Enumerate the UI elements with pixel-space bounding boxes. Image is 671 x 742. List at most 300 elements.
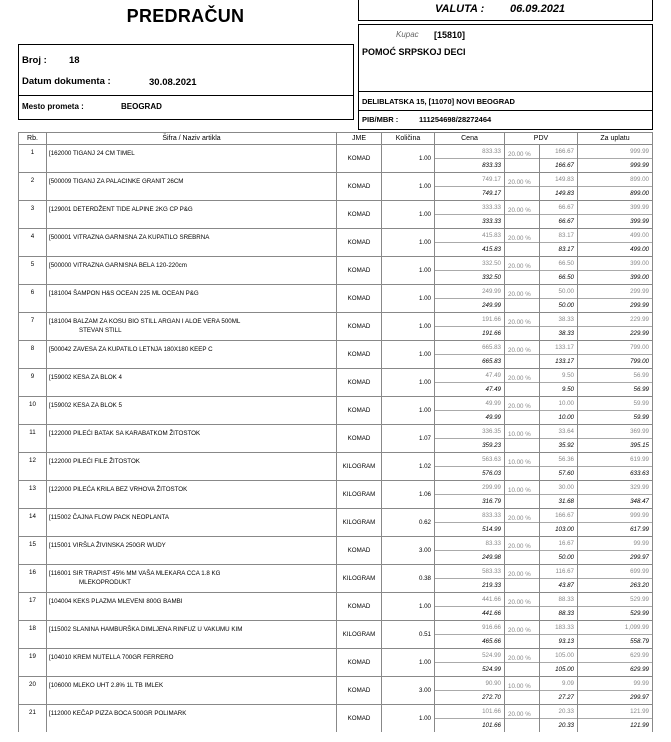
- unit-vat: 83.17: [540, 229, 578, 243]
- item-name-line: [116001 SIR TRAPIST 45% MM VAŠA MLEKARA CCA 1.8 KG: [49, 570, 221, 577]
- item-name: [47, 705, 337, 733]
- broj-label: Broj :: [22, 55, 47, 66]
- item-name: [47, 397, 337, 425]
- line-price: 524.99: [435, 663, 505, 677]
- item-name-line: [106000 MLEKO UHT 2.8% 1L TB IMLEK: [49, 682, 164, 689]
- item-name-line: [115001 VIRŠLA ŽIVINSKA 250GR WUDY: [49, 542, 166, 549]
- vat-rate-spacer: [505, 299, 540, 313]
- table-row: [19, 341, 653, 355]
- vat-rate-spacer: [505, 635, 540, 649]
- row-number: 21: [19, 705, 47, 733]
- line-total: 299.97: [578, 551, 653, 565]
- vat-rate: 20.00 %: [505, 537, 540, 551]
- item-name: [47, 341, 337, 369]
- item-name: [47, 173, 337, 201]
- unit-price: 83.33: [435, 537, 505, 551]
- item-quantity: 3.00: [382, 537, 435, 565]
- item-unit: KOMAD: [337, 593, 382, 621]
- unit-total: 999.99: [578, 145, 653, 159]
- item-name: [47, 229, 337, 257]
- vat-rate-spacer: [505, 691, 540, 705]
- vat-rate-spacer: [505, 187, 540, 201]
- unit-vat: 166.67: [540, 509, 578, 523]
- unit-price: 749.17: [435, 173, 505, 187]
- vat-rate: 10.00 %: [505, 425, 540, 439]
- item-name: [47, 369, 337, 397]
- item-name-sub: STEVAN STILL: [79, 327, 122, 334]
- vat-rate-spacer: [505, 719, 540, 733]
- unit-price: 49.99: [435, 397, 505, 411]
- unit-total: 799.00: [578, 341, 653, 355]
- line-vat: 105.00: [540, 663, 578, 677]
- row-number: 14: [19, 509, 47, 537]
- pib-value: 111254698/28272464: [419, 115, 492, 124]
- row-number: 15: [19, 537, 47, 565]
- item-quantity: 1.00: [382, 397, 435, 425]
- divider: [359, 91, 652, 92]
- item-name: [47, 565, 337, 593]
- item-unit: KILOGRAM: [337, 565, 382, 593]
- row-number: 3: [19, 201, 47, 229]
- vat-rate-spacer: [505, 523, 540, 537]
- unit-vat: 66.50: [540, 257, 578, 271]
- item-unit: KOMAD: [337, 145, 382, 173]
- col-kolicina: Količina: [382, 133, 435, 145]
- line-vat: 103.00: [540, 523, 578, 537]
- line-price: 833.33: [435, 159, 505, 173]
- vat-rate-spacer: [505, 271, 540, 285]
- line-price: 665.83: [435, 355, 505, 369]
- row-number: 16: [19, 565, 47, 593]
- vat-rate: 20.00 %: [505, 621, 540, 635]
- item-quantity: 1.00: [382, 369, 435, 397]
- item-name: [47, 481, 337, 509]
- item-name: [47, 453, 337, 481]
- table-row: [19, 677, 653, 691]
- item-name-line: [162000 TIGANJ 24 CM TIMEL: [49, 150, 135, 157]
- unit-total: 499.00: [578, 229, 653, 243]
- item-quantity: 0.62: [382, 509, 435, 537]
- unit-price: 441.66: [435, 593, 505, 607]
- col-pdv: PDV: [505, 133, 578, 145]
- item-name-line: [159002 KESA ZA BLOK 4: [49, 374, 122, 381]
- item-name-line: [500000 VITRAZNA GARNISNA BELA 120-220cm: [49, 262, 187, 269]
- unit-price: 336.35: [435, 425, 505, 439]
- vat-rate: 20.00 %: [505, 145, 540, 159]
- item-quantity: 1.00: [382, 341, 435, 369]
- item-unit: KOMAD: [337, 201, 382, 229]
- item-quantity: 0.51: [382, 621, 435, 649]
- line-total: 229.99: [578, 327, 653, 341]
- unit-price: 415.83: [435, 229, 505, 243]
- unit-vat: 30.00: [540, 481, 578, 495]
- item-quantity: 1.00: [382, 649, 435, 677]
- row-number: 5: [19, 257, 47, 285]
- unit-price: 563.63: [435, 453, 505, 467]
- item-unit: KILOGRAM: [337, 509, 382, 537]
- valuta-box: [358, 0, 653, 21]
- item-unit: KOMAD: [337, 425, 382, 453]
- item-unit: KILOGRAM: [337, 453, 382, 481]
- customer-name: POMOĆ SRPSKOJ DECI: [362, 47, 466, 57]
- unit-total: 399.99: [578, 201, 653, 215]
- row-number: 4: [19, 229, 47, 257]
- line-vat: 27.27: [540, 691, 578, 705]
- item-unit: KOMAD: [337, 705, 382, 733]
- vat-rate: 20.00 %: [505, 201, 540, 215]
- table-row: [19, 397, 653, 411]
- item-unit: KILOGRAM: [337, 481, 382, 509]
- datum-label: Datum dokumenta :: [22, 76, 111, 87]
- vat-rate-spacer: [505, 159, 540, 173]
- vat-rate: 20.00 %: [505, 285, 540, 299]
- vat-rate: 20.00 %: [505, 565, 540, 579]
- table-row: [19, 649, 653, 663]
- item-unit: KOMAD: [337, 369, 382, 397]
- items-table: [18, 132, 653, 732]
- item-unit: KOMAD: [337, 173, 382, 201]
- item-quantity: 1.00: [382, 229, 435, 257]
- unit-vat: 105.00: [540, 649, 578, 663]
- item-quantity: 1.06: [382, 481, 435, 509]
- line-price: 316.79: [435, 495, 505, 509]
- item-quantity: 1.00: [382, 285, 435, 313]
- line-price: 514.99: [435, 523, 505, 537]
- line-total: 799.00: [578, 355, 653, 369]
- unit-total: 899.00: [578, 173, 653, 187]
- line-vat: 50.00: [540, 551, 578, 565]
- item-name-line: [122000 PILEĆI BATAK SA KARABATKOM ŽITOSTOK: [49, 430, 201, 437]
- unit-vat: 56.36: [540, 453, 578, 467]
- table-row: [19, 453, 653, 467]
- line-vat: 20.33: [540, 719, 578, 733]
- item-unit: KOMAD: [337, 285, 382, 313]
- row-number: 11: [19, 425, 47, 453]
- unit-total: 619.99: [578, 453, 653, 467]
- line-price: 249.99: [435, 299, 505, 313]
- table-row: [19, 285, 653, 299]
- vat-rate-spacer: [505, 215, 540, 229]
- line-vat: 66.67: [540, 215, 578, 229]
- unit-price: 524.99: [435, 649, 505, 663]
- vat-rate: 10.00 %: [505, 481, 540, 495]
- vat-rate: 20.00 %: [505, 397, 540, 411]
- line-price: 576.03: [435, 467, 505, 481]
- unit-price: 333.33: [435, 201, 505, 215]
- document-info-box: [18, 44, 354, 120]
- item-quantity: 3.00: [382, 677, 435, 705]
- item-name-line: [159002 KESA ZA BLOK 5: [49, 402, 122, 409]
- unit-total: 699.99: [578, 565, 653, 579]
- vat-rate-spacer: [505, 551, 540, 565]
- item-name: [47, 313, 337, 341]
- unit-total: 229.99: [578, 313, 653, 327]
- item-unit: KOMAD: [337, 649, 382, 677]
- item-name-line: [500009 TIGANJ ZA PALACINKE GRANIT 26CM: [49, 178, 184, 185]
- unit-vat: 10.00: [540, 397, 578, 411]
- line-total: 348.47: [578, 495, 653, 509]
- row-number: 17: [19, 593, 47, 621]
- customer-box: [358, 24, 653, 130]
- line-vat: 66.50: [540, 271, 578, 285]
- table-row: [19, 201, 653, 215]
- vat-rate: 20.00 %: [505, 369, 540, 383]
- mesto-value: BEOGRAD: [121, 102, 162, 111]
- line-total: 299.97: [578, 691, 653, 705]
- line-total: 121.99: [578, 719, 653, 733]
- unit-price: 90.90: [435, 677, 505, 691]
- line-price: 191.66: [435, 327, 505, 341]
- vat-rate: 20.00 %: [505, 509, 540, 523]
- unit-vat: 16.67: [540, 537, 578, 551]
- vat-rate: 20.00 %: [505, 173, 540, 187]
- item-quantity: 1.00: [382, 705, 435, 733]
- table-row: [19, 425, 653, 439]
- unit-total: 99.99: [578, 677, 653, 691]
- item-unit: KOMAD: [337, 229, 382, 257]
- table-row: [19, 565, 653, 579]
- item-quantity: 1.00: [382, 173, 435, 201]
- table-row: [19, 145, 653, 159]
- unit-price: 47.49: [435, 369, 505, 383]
- line-vat: 83.17: [540, 243, 578, 257]
- table-row: [19, 313, 653, 327]
- line-total: 399.00: [578, 271, 653, 285]
- unit-vat: 50.00: [540, 285, 578, 299]
- datum-value: 30.08.2021: [149, 77, 197, 88]
- line-price: 272.70: [435, 691, 505, 705]
- item-unit: KOMAD: [337, 341, 382, 369]
- unit-total: 59.99: [578, 397, 653, 411]
- table-row: [19, 481, 653, 495]
- item-name: [47, 621, 337, 649]
- unit-vat: 133.17: [540, 341, 578, 355]
- line-price: 101.66: [435, 719, 505, 733]
- line-price: 219.33: [435, 579, 505, 593]
- item-unit: KOMAD: [337, 257, 382, 285]
- unit-vat: 183.33: [540, 621, 578, 635]
- broj-value: 18: [69, 55, 80, 66]
- line-price: 249.98: [435, 551, 505, 565]
- item-name-line: [181004 ŠAMPON H&S OCEAN 225 ML OCEAN P&G: [49, 290, 199, 297]
- row-number: 8: [19, 341, 47, 369]
- vat-rate-spacer: [505, 663, 540, 677]
- line-total: 617.99: [578, 523, 653, 537]
- vat-rate: 20.00 %: [505, 705, 540, 719]
- vat-rate: 20.00 %: [505, 593, 540, 607]
- item-name-line: [181004 BALZAM ZA KOSU BIO STILL ARGAN I ALOE VERA 500ML: [49, 318, 241, 325]
- table-row: [19, 621, 653, 635]
- item-name-line: [104010 KREM NUTELLA 700GR FERRERO: [49, 654, 174, 661]
- item-name-line: [115002 ČAJNA FLOW PACK NEOPLANTA: [49, 514, 170, 521]
- line-total: 633.63: [578, 467, 653, 481]
- table-row: [19, 229, 653, 243]
- line-total: 899.00: [578, 187, 653, 201]
- item-name-line: [129001 DETERDŽENT TIDE ALPINE 2KG CP P&G: [49, 206, 193, 213]
- item-quantity: 0.38: [382, 565, 435, 593]
- line-price: 441.66: [435, 607, 505, 621]
- unit-vat: 33.64: [540, 425, 578, 439]
- unit-price: 583.33: [435, 565, 505, 579]
- unit-total: 56.99: [578, 369, 653, 383]
- table-row: [19, 537, 653, 551]
- vat-rate: 20.00 %: [505, 313, 540, 327]
- unit-total: 1,099.99: [578, 621, 653, 635]
- line-total: 558.79: [578, 635, 653, 649]
- vat-rate-spacer: [505, 467, 540, 481]
- col-cena: Cena: [435, 133, 505, 145]
- row-number: 2: [19, 173, 47, 201]
- row-number: 9: [19, 369, 47, 397]
- line-price: 333.33: [435, 215, 505, 229]
- item-quantity: 1.07: [382, 425, 435, 453]
- mesto-label: Mesto prometa :: [22, 102, 84, 111]
- item-name: [47, 537, 337, 565]
- line-price: 359.23: [435, 439, 505, 453]
- unit-total: 369.99: [578, 425, 653, 439]
- line-vat: 57.60: [540, 467, 578, 481]
- item-name-sub: MLEKOPRODUKT: [79, 579, 131, 586]
- line-price: 465.66: [435, 635, 505, 649]
- vat-rate-spacer: [505, 355, 540, 369]
- divider: [19, 95, 353, 96]
- unit-price: 299.99: [435, 481, 505, 495]
- item-quantity: 1.00: [382, 257, 435, 285]
- item-name: [47, 201, 337, 229]
- line-vat: 133.17: [540, 355, 578, 369]
- line-price: 332.50: [435, 271, 505, 285]
- item-name-line: [122000 PILEĆI FILE ŽITOSTOK: [49, 458, 140, 465]
- col-name: Šifra / Naziv artikla: [47, 133, 337, 145]
- item-name: [47, 257, 337, 285]
- vat-rate: 20.00 %: [505, 649, 540, 663]
- vat-rate: 20.00 %: [505, 229, 540, 243]
- vat-rate: 20.00 %: [505, 257, 540, 271]
- table-row: [19, 593, 653, 607]
- item-name-line: [500001 VITRAZNA GARNISNA ZA KUPATILO SREBRNA: [49, 234, 210, 241]
- line-price: 47.49: [435, 383, 505, 397]
- item-quantity: 1.00: [382, 145, 435, 173]
- line-total: 59.99: [578, 411, 653, 425]
- vat-rate-spacer: [505, 411, 540, 425]
- vat-rate-spacer: [505, 439, 540, 453]
- line-total: 529.99: [578, 607, 653, 621]
- vat-rate-spacer: [505, 383, 540, 397]
- line-vat: 35.92: [540, 439, 578, 453]
- unit-vat: 66.67: [540, 201, 578, 215]
- row-number: 7: [19, 313, 47, 341]
- divider: [359, 110, 652, 111]
- unit-price: 665.83: [435, 341, 505, 355]
- unit-vat: 149.83: [540, 173, 578, 187]
- unit-total: 121.99: [578, 705, 653, 719]
- table-row: [19, 257, 653, 271]
- table-header: [19, 133, 653, 145]
- unit-price: 249.99: [435, 285, 505, 299]
- item-unit: KOMAD: [337, 677, 382, 705]
- vat-rate-spacer: [505, 495, 540, 509]
- vat-rate-spacer: [505, 579, 540, 593]
- unit-price: 916.66: [435, 621, 505, 635]
- line-total: 263.20: [578, 579, 653, 593]
- unit-total: 329.99: [578, 481, 653, 495]
- vat-rate: 10.00 %: [505, 677, 540, 691]
- row-number: 6: [19, 285, 47, 313]
- unit-total: 299.99: [578, 285, 653, 299]
- line-vat: 149.83: [540, 187, 578, 201]
- vat-rate: 10.00 %: [505, 453, 540, 467]
- table-row: [19, 509, 653, 523]
- table-row: [19, 173, 653, 187]
- line-total: 56.99: [578, 383, 653, 397]
- item-quantity: 1.00: [382, 313, 435, 341]
- row-number: 20: [19, 677, 47, 705]
- item-unit: KOMAD: [337, 313, 382, 341]
- unit-vat: 116.67: [540, 565, 578, 579]
- item-name: [47, 593, 337, 621]
- item-quantity: 1.02: [382, 453, 435, 481]
- valuta-date: 06.09.2021: [510, 3, 566, 15]
- line-vat: 38.33: [540, 327, 578, 341]
- unit-price: 101.66: [435, 705, 505, 719]
- item-name-line: [112000 KEČAP PIZZA BOCA 500GR POLIMARK: [49, 710, 187, 717]
- item-name: [47, 509, 337, 537]
- line-price: 49.99: [435, 411, 505, 425]
- unit-total: 399.00: [578, 257, 653, 271]
- row-number: 13: [19, 481, 47, 509]
- unit-total: 629.99: [578, 649, 653, 663]
- kupac-label: Kupac: [396, 30, 419, 39]
- vat-rate-spacer: [505, 607, 540, 621]
- table-row: [19, 369, 653, 383]
- unit-total: 999.99: [578, 509, 653, 523]
- unit-vat: 9.09: [540, 677, 578, 691]
- line-total: 999.99: [578, 159, 653, 173]
- vat-rate-spacer: [505, 327, 540, 341]
- line-vat: 10.00: [540, 411, 578, 425]
- item-name-line: [104004 KEKS PLAZMA MLEVENI 800G BAMBI: [49, 598, 183, 605]
- row-number: 18: [19, 621, 47, 649]
- col-rb: Rb.: [19, 133, 47, 145]
- unit-price: 332.50: [435, 257, 505, 271]
- item-quantity: 1.00: [382, 593, 435, 621]
- line-total: 399.99: [578, 215, 653, 229]
- customer-address: DELIBLATSKA 15, [11070] NOVI BEOGRAD: [362, 97, 515, 106]
- item-quantity: 1.00: [382, 201, 435, 229]
- row-number: 1: [19, 145, 47, 173]
- item-name: [47, 145, 337, 173]
- unit-vat: 166.67: [540, 145, 578, 159]
- line-vat: 31.68: [540, 495, 578, 509]
- item-unit: KOMAD: [337, 537, 382, 565]
- pib-label: PIB/MBR :: [362, 115, 399, 124]
- line-price: 749.17: [435, 187, 505, 201]
- unit-vat: 38.33: [540, 313, 578, 327]
- unit-price: 833.33: [435, 145, 505, 159]
- vat-rate-spacer: [505, 243, 540, 257]
- vat-rate: 20.00 %: [505, 341, 540, 355]
- item-name: [47, 285, 337, 313]
- line-vat: 166.67: [540, 159, 578, 173]
- item-name-line: [115002 SLANINA HAMBURŠKA DIMLJENA RINFUZ U VAKUMU KIM: [49, 626, 243, 633]
- unit-price: 833.33: [435, 509, 505, 523]
- item-unit: KOMAD: [337, 397, 382, 425]
- unit-vat: 9.50: [540, 369, 578, 383]
- col-za-uplatu: Za uplatu: [578, 133, 653, 145]
- table-row: [19, 705, 653, 719]
- unit-total: 99.99: [578, 537, 653, 551]
- row-number: 12: [19, 453, 47, 481]
